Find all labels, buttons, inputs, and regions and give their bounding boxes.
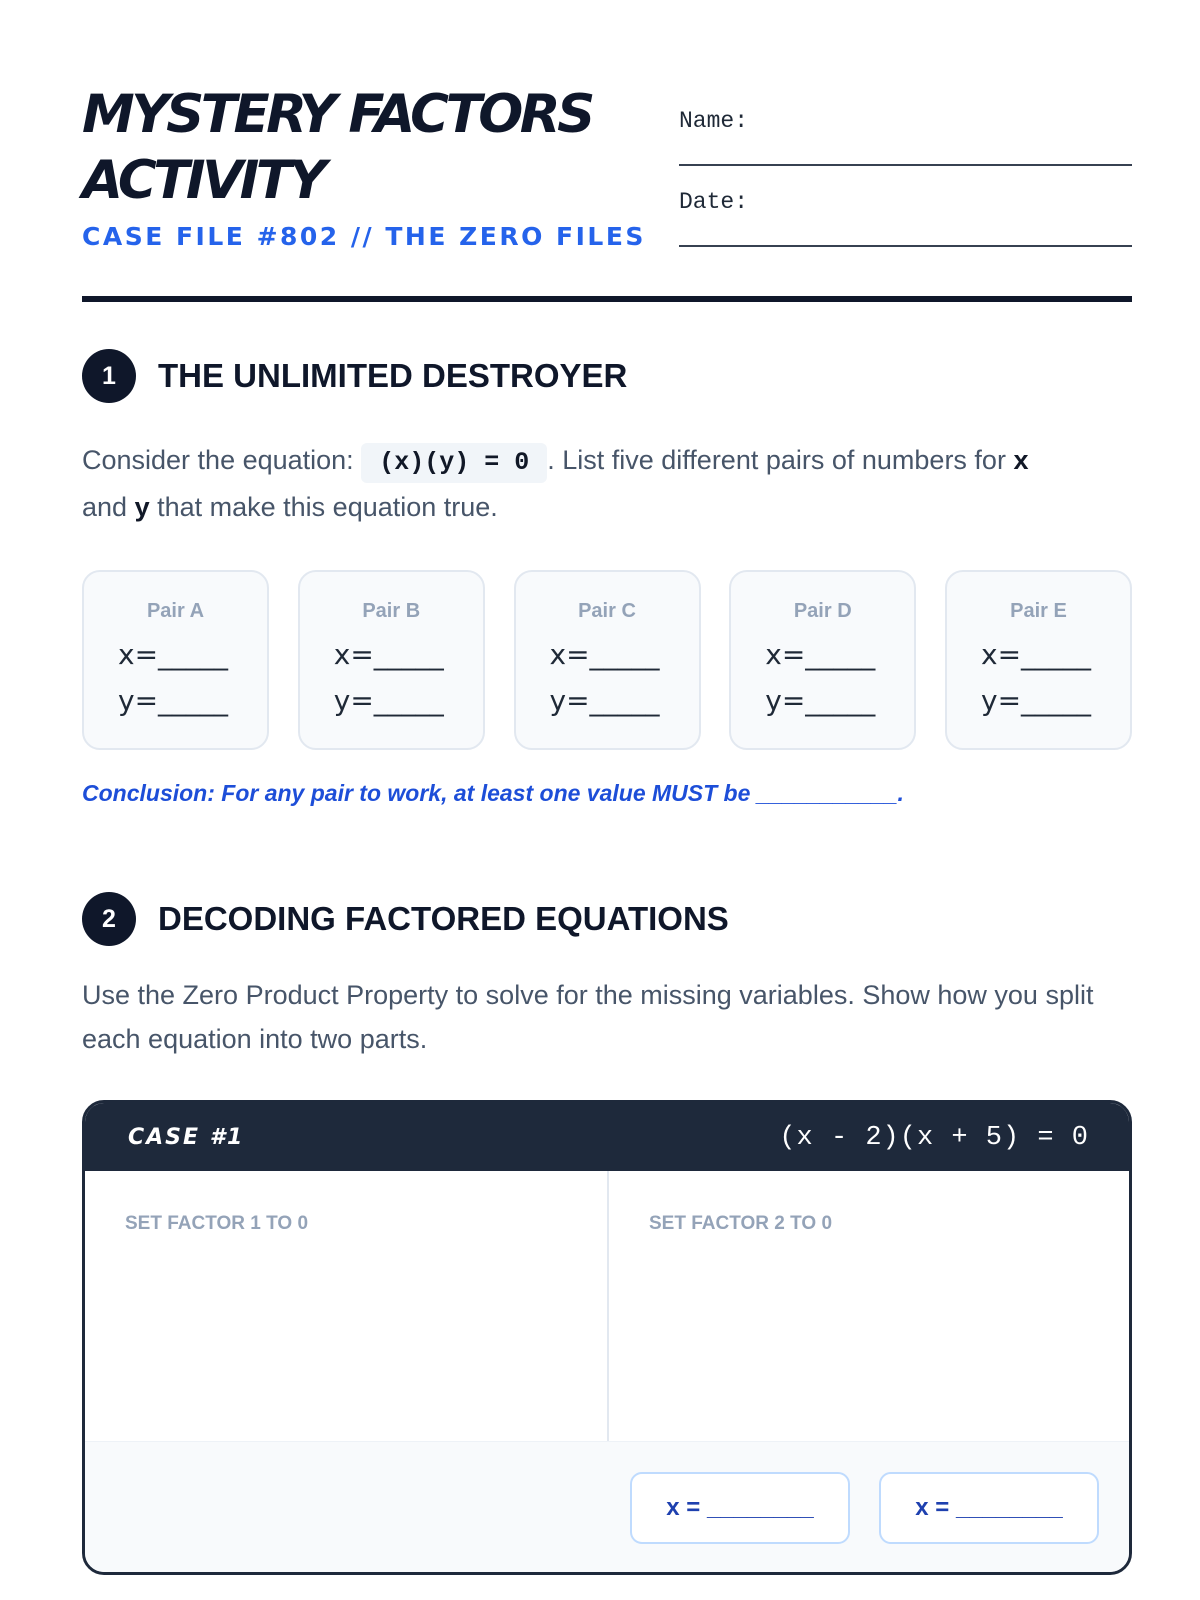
answer-2-box[interactable]: x = ________: [879, 1472, 1099, 1544]
title-line-1: MYSTERY FACTORS: [82, 84, 592, 145]
factor-1-work-area[interactable]: [85, 1171, 609, 1441]
pair-x-blank[interactable]: x=_____: [333, 638, 444, 671]
case-title: CASE #1: [128, 1125, 245, 1150]
section-2-instructions: Use the Zero Product Property to solve for the missing variables. Show how you split each equation into two parts.: [82, 980, 1094, 1054]
section-2-title: DECODING FACTORED EQUATIONS: [158, 900, 729, 937]
answer-1-box[interactable]: x = ________: [630, 1472, 850, 1544]
factor-1-label: SET FACTOR 1 TO 0: [125, 1213, 309, 1234]
pair-card-a[interactable]: [82, 570, 269, 750]
case-card: [82, 1100, 1132, 1575]
pair-label: Pair D: [793, 600, 852, 622]
pair-label: Pair C: [578, 600, 636, 622]
case-header: [85, 1103, 1129, 1171]
case-equation: (x - 2)(x + 5) = 0: [779, 1123, 1089, 1153]
pairs-row: [82, 570, 1132, 750]
case-work-area: [85, 1171, 1129, 1441]
date-row: [679, 189, 1132, 270]
date-field[interactable]: [679, 245, 1132, 247]
worksheet-title: [82, 82, 682, 214]
name-label: Name:: [679, 108, 749, 134]
pair-y-blank[interactable]: y=_____: [981, 684, 1092, 717]
pair-y-blank[interactable]: y=_____: [118, 684, 229, 717]
pair-card-b[interactable]: [298, 570, 485, 750]
section-2-number-badge: 2: [82, 892, 136, 946]
factor-2-label: SET FACTOR 2 TO 0: [649, 1213, 833, 1234]
case-file-subtitle: CASE FILE #802 // THE ZERO FILES: [82, 222, 646, 251]
section-1-heading: [82, 349, 627, 403]
pair-label: Pair A: [146, 600, 205, 622]
pair-label: Pair B: [362, 600, 421, 622]
conclusion-text: Conclusion: For any pair to work, at least one value MUST be ___________.: [82, 780, 904, 806]
name-field[interactable]: [679, 164, 1132, 166]
worksheet-header: [82, 0, 1132, 310]
section-1-title: THE UNLIMITED DESTROYER: [158, 357, 628, 394]
pair-card-d[interactable]: [729, 570, 916, 750]
case-answers: [85, 1441, 1129, 1572]
pair-x-blank[interactable]: x=_____: [549, 638, 660, 671]
pair-x-blank[interactable]: x=_____: [981, 638, 1092, 671]
factor-2-work-area[interactable]: [609, 1171, 1132, 1441]
equation-code: (x)(y) = 0: [361, 443, 547, 483]
prompt-text-before: Consider the equation:: [82, 445, 354, 475]
pair-x-blank[interactable]: x=_____: [765, 638, 876, 671]
prompt-text-after: that make this equation true.: [149, 492, 498, 522]
prompt-text-and: and: [82, 492, 135, 522]
header-divider: [82, 296, 1132, 302]
pair-card-c[interactable]: [514, 570, 701, 750]
section-2-heading: [82, 892, 729, 946]
pair-x-blank[interactable]: x=_____: [118, 638, 229, 671]
pair-y-blank[interactable]: y=_____: [765, 684, 876, 717]
student-info: [679, 108, 1132, 270]
pair-y-blank[interactable]: y=_____: [549, 684, 660, 717]
pair-label: Pair E: [1010, 600, 1067, 622]
name-row: [679, 108, 1132, 189]
section-1-prompt: [82, 437, 1132, 531]
pair-y-blank[interactable]: y=_____: [333, 684, 444, 717]
prompt-text-middle: . List five different pairs of numbers for: [547, 445, 1014, 475]
section-1-number-badge: 1: [82, 349, 136, 403]
title-line-2: ACTIVITY: [82, 150, 324, 211]
worksheet-page: [82, 0, 1132, 1521]
date-label: Date:: [679, 189, 749, 215]
var-x: x: [1013, 445, 1029, 475]
var-y: y: [134, 492, 150, 522]
pair-card-e[interactable]: [945, 570, 1132, 750]
